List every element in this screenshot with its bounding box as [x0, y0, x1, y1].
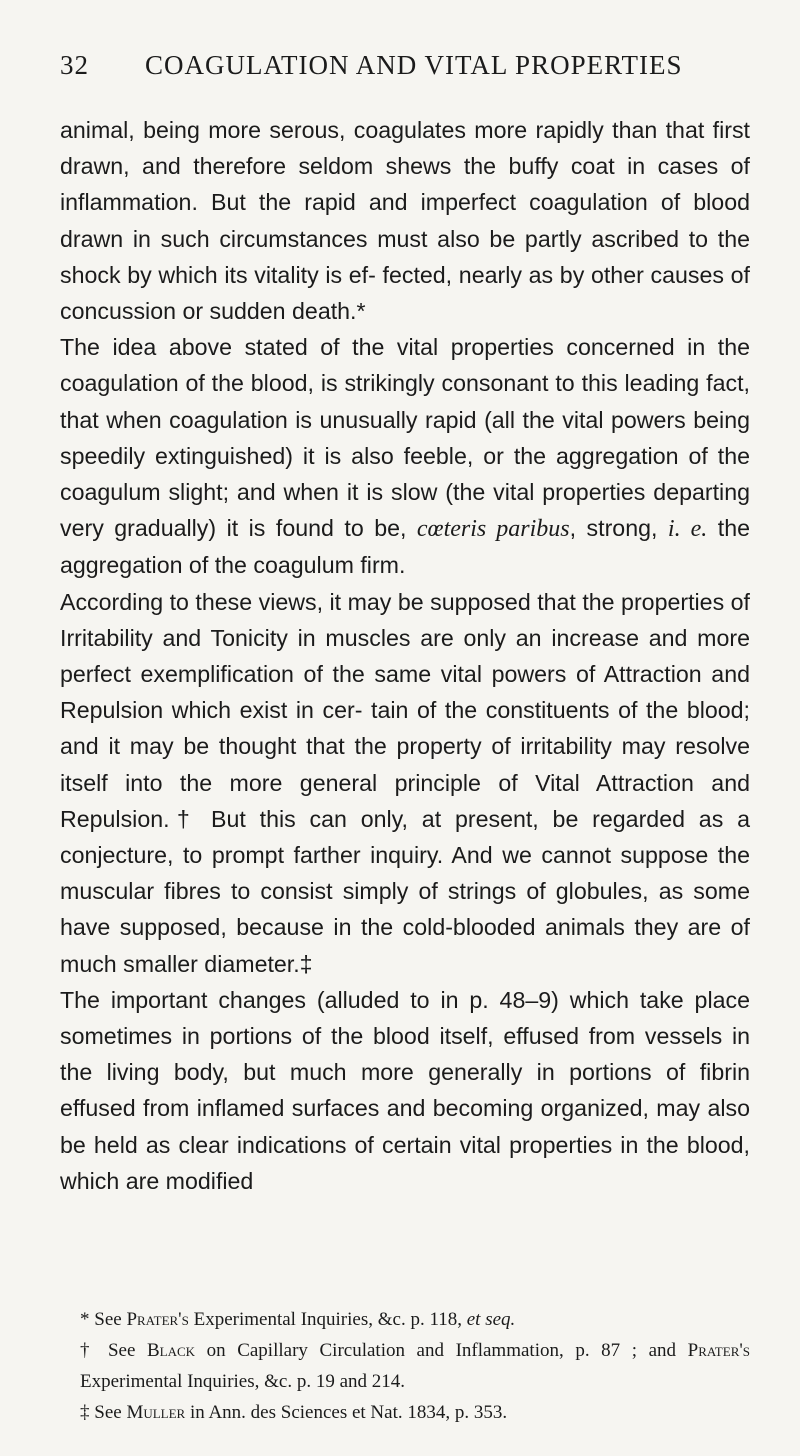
footnote-1-author: Prater's — [126, 1309, 189, 1330]
paragraph-2-part-b: , strong, — [569, 515, 668, 542]
footnote-2-pre: See — [107, 1340, 147, 1361]
footnote-1 — [60, 1304, 750, 1335]
body-text — [60, 112, 750, 1199]
page-number: 32 — [60, 50, 89, 80]
footnote-1-mark: * — [80, 1309, 90, 1330]
footnote-1-post: Experimental Inquiries, &c. p. 118, — [188, 1309, 467, 1330]
footnote-2-mark: † — [80, 1340, 97, 1361]
footnotes — [60, 1304, 750, 1428]
paragraph-2-italic-a: cœteris paribus — [416, 516, 570, 543]
footnote-2-mid: on Capillary Circulation and Inflammation, p. 87 ; and — [195, 1340, 688, 1361]
paragraph-2-italic-b: i. e. — [667, 516, 708, 543]
footnote-3-pre: See — [94, 1402, 127, 1423]
paragraph-3: According to these views, it may be supposed that the properties of Irritability and Tonicity in muscles are only an increase and more perfect exemplification of the same vital powers of Attraction and Repulsion which exist in cer- tain of the constituents of the blood; and it may be thought that the property of irritability may resolve itself into the more general principle of Vital Attraction and Repulsion.† But this can only, at present, be regarded as a conjecture, to prompt farther inquiry. And we cannot suppose the muscular fibres to consist simply of strings of globules, as some have supposed, because in the cold-blooded animals they are of much smaller diameter.‡ — [60, 588, 750, 977]
page-header — [60, 50, 740, 90]
footnote-3-post: in Ann. des Sciences et Nat. 1834, p. 353. — [185, 1402, 508, 1423]
paragraph-2-part-c: the aggregation of the coagulum firm. — [60, 515, 750, 579]
footnote-3-author: Muller — [126, 1402, 186, 1423]
paragraph-4: The important changes (alluded to in p. 48–9) which take place sometimes in portions of the blood itself, effused from vessels in the living body, but much more generally in portions of fibrin effused from inflamed surfaces and becoming organized, may also be held as clear indications of certain vital properties in the blood, which are modified — [60, 986, 750, 1194]
running-title: COAGULATION AND VITAL PROPERTIES — [145, 50, 683, 80]
footnote-2-post: Experimental Inquiries, &c. p. 19 and 214. — [80, 1371, 406, 1392]
footnote-3 — [60, 1397, 750, 1428]
footnote-2-author: Black — [146, 1340, 196, 1361]
paragraph-1: animal, being more serous, coagulates more rapidly than that first drawn, and therefore seldom shews the buffy coat in cases of inflammation. But the rapid and imperfect coagulation of blood drawn in such circumstances must also be partly ascribed to the shock by which its vitality is ef- fected, nearly as by other causes of concussion or sudden death.* — [60, 117, 750, 325]
footnote-1-pre: See — [94, 1309, 127, 1330]
footnote-3-mark: ‡ — [80, 1402, 90, 1423]
footnote-2 — [60, 1335, 750, 1397]
paragraph-2 — [60, 329, 750, 583]
footnote-1-italic: et seq. — [466, 1309, 516, 1330]
footnote-2-author-2: Prater's — [687, 1340, 751, 1361]
paragraph-2-part-a: The idea above stated of the vital properties concerned in the coagulation of the blood, is strikingly consonant to this leading fact, that when coagulation is unusually rapid (all the vital powers being speedily extinguished) it is also feeble, or the aggregation of the coagulum slight; and when it is slow (the vital properties departing very gradually) it is found to be, — [60, 334, 750, 542]
